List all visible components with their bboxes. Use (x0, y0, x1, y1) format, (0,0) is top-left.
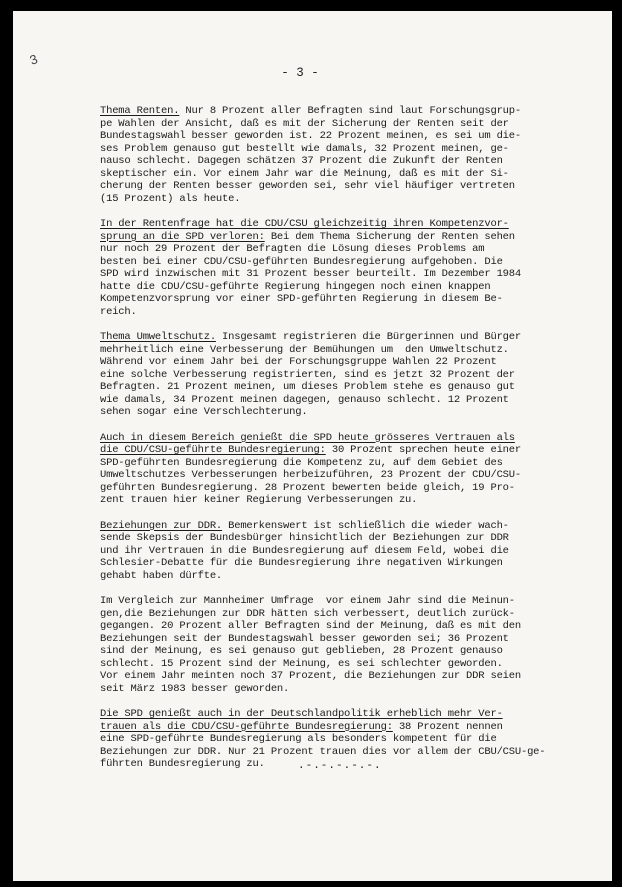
underlined-heading: Die SPD genießt auch in der Deutschlandpolitik erheblich mehr Ver- (100, 708, 503, 720)
paragraph (100, 105, 610, 205)
text-line (100, 683, 610, 696)
line-text: zent trauen hier keiner Regierung Verbesserungen zu. (100, 494, 418, 506)
underlined-heading: sprung an die SPD verloren: (100, 230, 265, 243)
line-text: sehen sogar eine Verschlechterung. (100, 406, 308, 418)
line-text: nur noch 29 Prozent der Befragten die Lösung dieses Problems am (100, 243, 485, 255)
text-line (100, 406, 610, 419)
line-text: Bemerkenswert ist schließlich die wieder wach- (222, 519, 509, 532)
text-line (100, 708, 610, 721)
page-number: - 3 - (281, 66, 319, 80)
line-text: Beziehungen seit der Bundestagswahl besser geworden sei; 36 Prozent (100, 632, 509, 645)
line-text: 38 Prozent nennen (392, 720, 503, 733)
line-text: mehrheitlich eine Verbesserung der Bemühungen um den Umweltschutz. (100, 343, 509, 356)
paragraph (100, 520, 610, 583)
paragraph (100, 218, 610, 318)
line-text: gehabt haben dürfte. (100, 569, 223, 582)
text-line (100, 721, 610, 734)
text-line (100, 620, 610, 633)
line-text: eine solche Verbesserung registrierten, sind es jetzt 32 Prozent der (100, 368, 515, 381)
line-text: skeptischer ein. Vor einem Jahr war die Meinung, daß es mit der Si- (100, 167, 509, 180)
text-line (100, 733, 610, 746)
text-line (100, 570, 610, 583)
line-text: seit März 1983 besser geworden. (100, 682, 290, 695)
end-marker: .-.-.-.-.-. (298, 760, 382, 772)
document-body (100, 105, 610, 784)
text-line (100, 557, 610, 570)
line-text: pe Wahlen der Ansicht, daß es mit der Sicherung der Renten seit der (100, 117, 509, 130)
text-line (100, 545, 610, 558)
line-text: gegangen. 20 Prozent aller Befragten sind der Meinung, daß es mit den (100, 620, 521, 632)
line-text: und ihr Vertrauen in die Bundesregierung auf diesem Feld, wobei die (100, 544, 509, 557)
handwritten-page-mark: 3 (27, 51, 40, 68)
line-text: führten Bundesregierung zu. (100, 758, 265, 770)
line-text: SPD-geführten Bundesregierung die Kompetenz zu, auf dem Gebiet des (100, 456, 503, 469)
paragraph (100, 331, 610, 419)
text-line (100, 494, 610, 507)
paragraph (100, 595, 610, 695)
text-line (100, 658, 610, 671)
text-line (100, 369, 610, 382)
text-line (100, 457, 610, 470)
text-line (100, 155, 610, 168)
line-text: wie damals, 34 Prozent meinen dagegen, genauso schlecht. 12 Prozent (100, 393, 509, 406)
line-text: Bundestagswahl besser geworden ist. 22 Prozent meinen, es sei um die- (100, 130, 521, 142)
line-text: nauso schlecht. Dagegen schätzen 37 Prozent die Zukunft der Renten (100, 155, 503, 167)
line-text: Umweltschutzes Verbesserungen herbeizuführen, 23 Prozent der CDU/CSU- (100, 469, 521, 481)
text-line (100, 356, 610, 369)
text-line (100, 105, 610, 118)
text-line (100, 532, 610, 545)
text-line (100, 268, 610, 281)
line-text: (15 Prozent) als heute. (100, 192, 241, 205)
line-text: Befragten. 21 Prozent meinen, um dieses Problem stehe es genauso gut (100, 381, 515, 393)
text-line (100, 168, 610, 181)
line-text: Insgesamt registrieren die Bürgerinnen und Bürger (215, 331, 521, 343)
line-text: geführten Bundesregierung. 28 Prozent bewerten beide gleich, 19 Pro- (100, 481, 515, 494)
underlined-heading: die CDU/CSU-geführte Bundesregierung: (100, 444, 326, 456)
text-line (100, 118, 610, 131)
line-text: Während vor einem Jahr bei der Forschungsgruppe Wahlen 22 Prozent (100, 356, 497, 368)
text-line (100, 180, 610, 193)
paragraph (100, 432, 610, 507)
line-text: Im Vergleich zur Mannheimer Umfrage vor einem Jahr sind die Meinun- (100, 595, 515, 607)
text-line (100, 281, 610, 294)
line-text: Kompetenzvorsprung vor einer SPD-geführten Regierung in diesem Be- (100, 293, 503, 305)
underlined-heading: Thema Umweltschutz. (100, 331, 216, 343)
text-line (100, 595, 610, 608)
text-line (100, 394, 610, 407)
line-text: reich. (100, 305, 137, 318)
text-line (100, 520, 610, 533)
text-line (100, 143, 610, 156)
text-line (100, 381, 610, 394)
line-text: Nur 8 Prozent aller Befragten sind laut Forschungsgrup- (179, 105, 521, 117)
text-line (100, 746, 610, 759)
text-line (100, 344, 610, 357)
text-line (100, 444, 610, 457)
line-text: sende Skepsis der Bundesbürger hinsichtlich der Beziehungen zur DDR (100, 532, 509, 544)
line-text: schlecht. 15 Prozent sind der Meinung, es sei schlechter geworden. (100, 657, 503, 670)
text-line (100, 331, 610, 344)
text-line (100, 670, 610, 683)
text-line (100, 608, 610, 621)
text-line (100, 231, 610, 244)
line-text: Bei dem Thema Sicherung der Renten sehen (264, 230, 515, 243)
text-line (100, 482, 610, 495)
line-text: eine SPD-geführte Bundesregierung als besonders kompetent für die (100, 733, 497, 745)
underlined-heading: Thema Renten. (100, 105, 180, 117)
underlined-heading: Auch in diesem Bereich genießt die SPD heute grösseres Vertrauen als (100, 431, 515, 444)
text-line (100, 432, 610, 445)
text-line (100, 293, 610, 306)
line-text: SPD wird inzwischen mit 31 Prozent besser beurteilt. Im Dezember 1984 (100, 268, 521, 280)
text-line (100, 306, 610, 319)
underlined-heading: Beziehungen zur DDR. (100, 519, 223, 532)
line-text: ses Problem genauso gut bestellt wie damals, 32 Prozent meinen, ge- (100, 142, 509, 155)
text-line (100, 193, 610, 206)
text-line (100, 256, 610, 269)
text-line (100, 218, 610, 231)
text-line (100, 469, 610, 482)
line-text: besten bei einer CDU/CSU-geführten Bundesregierung aufgehoben. Die (100, 255, 503, 268)
text-line (100, 645, 610, 658)
line-text: Schlesier-Debatte für die Bundesregierung ihre negativen Wirkungen (100, 557, 503, 569)
line-text: 30 Prozent sprechen heute einer (325, 444, 521, 456)
line-text: Beziehungen zur DDR. Nur 21 Prozent trauen dies vor allem der CBU/CSU-ge- (100, 745, 546, 758)
line-text: gen,die Beziehungen zur DDR hätten sich verbessert, deutlich zurück- (100, 607, 515, 620)
line-text: sind der Meinung, es sei genauso gut geblieben, 28 Prozent genauso (100, 645, 503, 657)
underlined-heading: In der Rentenfrage hat die CDU/CSU gleichzeitig ihren Kompetenzvor- (100, 218, 509, 230)
underlined-heading: trauen als die CDU/CSU-geführte Bundesregierung: (100, 720, 393, 733)
text-line (100, 130, 610, 143)
text-line (100, 243, 610, 256)
line-text: cherung der Renten besser geworden sei, sehr viel häufiger vertreten (100, 180, 515, 192)
line-text: Vor einem Jahr meinten noch 37 Prozent, die Beziehungen zur DDR seien (100, 670, 521, 682)
text-line (100, 633, 610, 646)
line-text: hatte die CDU/CSU-geführte Regierung hingegen noch einen knappen (100, 280, 491, 293)
